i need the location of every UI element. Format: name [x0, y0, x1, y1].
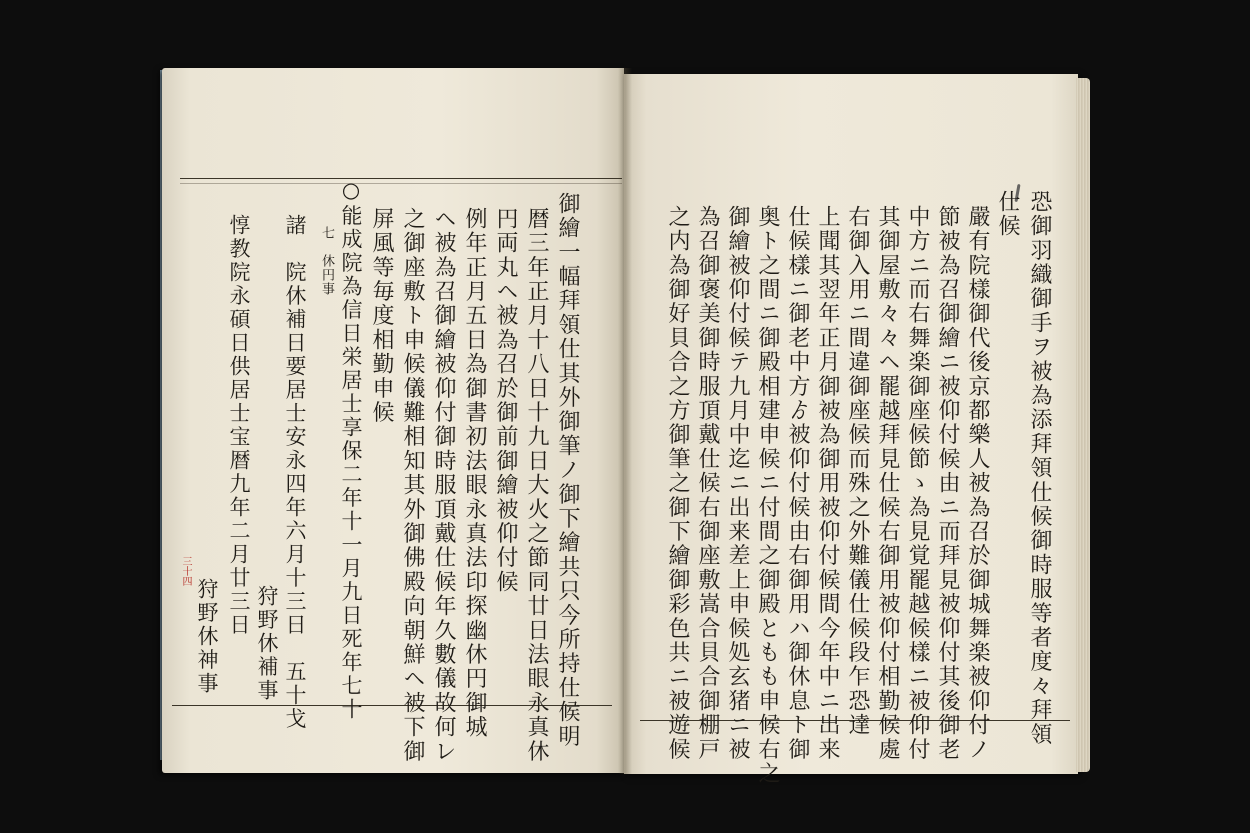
note-entry: 惇教院永碩日供居士宝暦九年二月廿三日: [227, 214, 251, 637]
text-column: 恐御羽織御手ヲ被為添拜領仕候御時服等者度々拜領: [1027, 190, 1052, 747]
book-spine: [618, 68, 632, 774]
text-column: 例年正月五日為御書初法眼永真法印探幽休円御城: [462, 207, 487, 740]
page-number: 三十四: [180, 556, 191, 586]
signature: 狩野休補事: [255, 585, 279, 703]
text-column: 屏風等毎度相勤申候: [369, 207, 394, 425]
text-column: 嚴有院樣御代後京都樂人被為召於御城舞楽被仰付ノ: [965, 205, 990, 762]
text-column: 御繪被仰付候テ九月中迄ニ出来差上申候処玄猪ニ被: [725, 205, 750, 762]
text-column: 為召御褒美御時服頂戴仕候右御座敷嵩合貝合御棚戸: [695, 205, 720, 762]
text-column: 暦三年正月十八日十九日大火之節同廿日法眼永真休: [524, 207, 549, 764]
page-stack-edge: [1076, 78, 1090, 772]
printed-rule: [180, 178, 622, 179]
printed-rule: [180, 183, 622, 184]
text-column: 右御入用ニ間違御座候而殊之外難儀仕候段乍恐達: [845, 205, 870, 738]
annotation-column: 七 休円事: [319, 226, 334, 296]
text-column: ヘ被為召御繪被仰付御時服頂戴仕候年久數儀故何レ: [431, 207, 456, 764]
text-column: 仕候樣ニ御老中方ゟ被仰付候由右御用ハ御休息ト御: [785, 205, 810, 762]
text-column: 上聞其翌年正月御被為御用被仰付候間今年中ニ出来: [815, 205, 840, 762]
text-column: 之御座敷ト申候儀難相知其外御佛殿向朝鮮ヘ被下御: [400, 207, 425, 764]
text-column: 中方ニ而右舞楽御座候節ゝ為見覚罷越候樣ニ被仰付: [905, 205, 930, 762]
text-column: 円両丸ヘ被為召於御前御繪被仰付候: [493, 207, 518, 595]
text-column: 其御屋敷々々ヘ罷越拜見仕候右御用被仰付相勤候處: [875, 205, 900, 762]
signature: 狩野休神事: [195, 578, 219, 696]
note-entry: ○能成院為信日栄居士享保二年十一月九日死年七十: [339, 178, 363, 722]
text-column: 奥ト之間ニ御殿相建申候ニ付間之御殿ともも申候右之: [755, 205, 780, 786]
text-column: 仕候: [995, 190, 1020, 239]
text-column: 節被為召御繪ニ被仰付候由ニ而拜見被仰付其後御老: [935, 205, 960, 762]
note-entry: 諸 院休補日要居士安永四年六月十三日 五十戈: [283, 214, 307, 731]
text-column: 之内為御好貝合之方御筆之御下繪御彩色共ニ被遊候: [665, 205, 690, 762]
text-column: 御繪一幅拜領仕其外御筆ノ御下繪共只今所持仕候明: [555, 192, 580, 749]
